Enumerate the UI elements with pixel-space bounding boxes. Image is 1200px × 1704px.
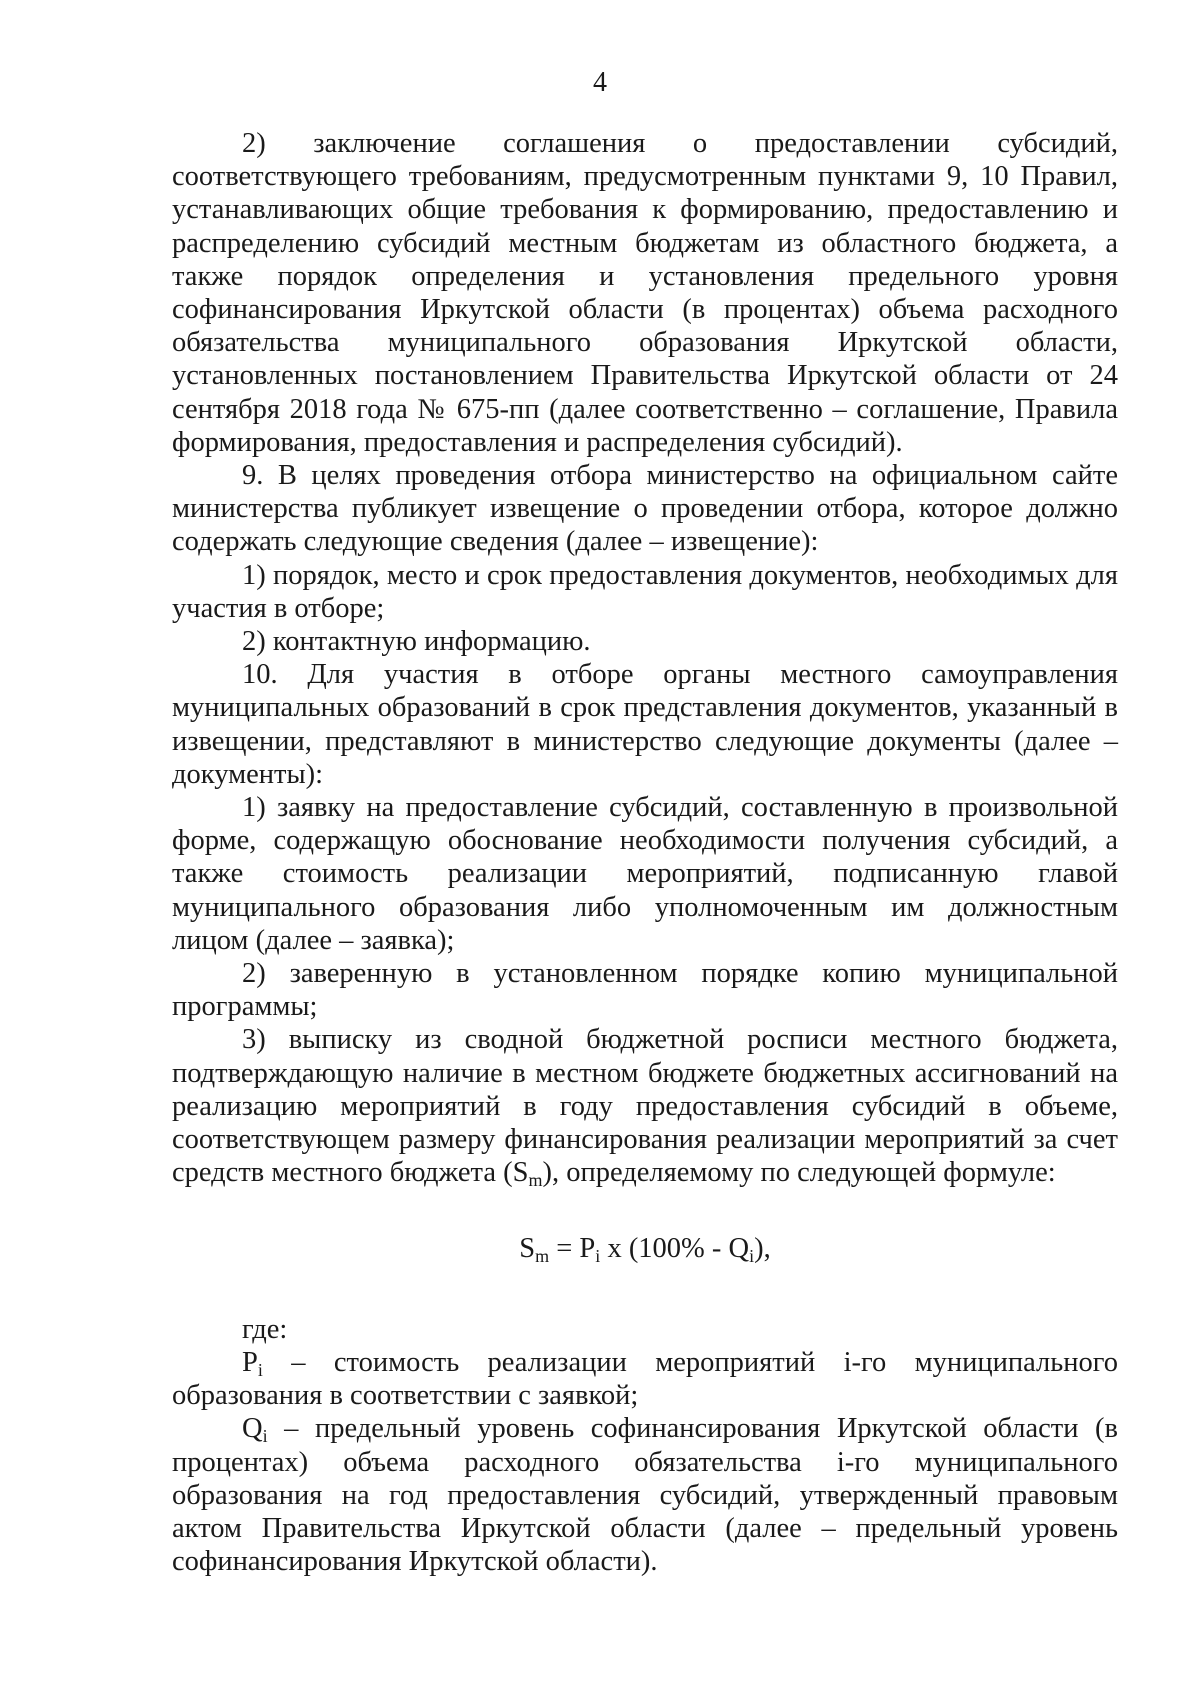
definition-p-symbol: P bbox=[242, 1346, 258, 1378]
page-number: 4 bbox=[593, 67, 607, 98]
paragraph-10-sub-1: 1) заявку на предоставление субсидий, составленную в произвольной форме, содержащую обоснование необходимости получения субсидий, а также стоимость реализации мероприятий, подписанную главой муниципального образования либо уполномоченным им должностным лицом (далее – заявка); bbox=[172, 792, 1118, 956]
definition-q-sub: i bbox=[262, 1426, 268, 1447]
paragraph-10-sub-3-lead: 3) выписку из сводной бюджетной росписи местного бюджета, подтверждающую наличие в местном бюджете бюджетных ассигнований на реализацию мероприятий в году предоставления субсидий в объеме, соответствующем размеру финансирования реализации мероприятий за счет средств местного бюджета (S bbox=[172, 1024, 1118, 1189]
paragraph-item-10: 10. Для участия в отборе органы местного самоуправления муниципальных образований в срок представления документов, указанный в извещении, представляют в министерство следующие документы (далее – документы): bbox=[172, 659, 1118, 790]
document-body bbox=[172, 127, 1118, 1578]
paragraph-9-sub-2: 2) контактную информацию. bbox=[242, 626, 591, 658]
where-label: где: bbox=[242, 1313, 288, 1345]
formula-p-sub: i bbox=[595, 1245, 601, 1266]
definition-p-sub: i bbox=[257, 1359, 263, 1380]
definition-p bbox=[172, 1346, 1118, 1412]
paragraph-10-sub-3-tail: ), определяемому по следующей формуле: bbox=[542, 1157, 1056, 1189]
paragraph-10-sub-3 bbox=[172, 1023, 1118, 1189]
formula-mid: x (100% - Q bbox=[600, 1232, 750, 1264]
definition-q-symbol: Q bbox=[242, 1413, 263, 1445]
formula-s-sub: m bbox=[535, 1245, 550, 1266]
paragraph-item-9: 9. В целях проведения отбора министерство на официальном сайте министерства публикует извещение о проведении отбора, которое должно содержать следующие сведения (далее – извещение): bbox=[172, 460, 1118, 558]
formula-q-sub: i bbox=[749, 1245, 755, 1266]
definition-q-text: – предельный уровень софинансирования Иркутской области (в процентах) объема расходного обязательства i-го муниципального образования на год предоставления субсидий, утвержденный правовым актом Правительства Иркутской области (далее – предельный уровень софинансирования Иркутской области). bbox=[172, 1413, 1118, 1578]
sm-subscript: m bbox=[528, 1170, 543, 1191]
paragraph-9-sub-1: 1) порядок, место и срок предоставления документов, необходимых для участия в отборе; bbox=[172, 559, 1118, 624]
definition-p-text: – стоимость реализации мероприятий i-го муниципального образования в соответствии с заявкой; bbox=[172, 1346, 1118, 1412]
paragraph-10-sub-2: 2) заверенную в установленном порядке копию муниципальной программы; bbox=[172, 958, 1118, 1023]
formula-eq: = P bbox=[549, 1232, 596, 1264]
paragraph-agreement: 2) заключение соглашения о предоставлении субсидий, соответствующего требованиям, предусмотренным пунктами 9, 10 Правил, устанавливающих общие требования к формированию, предоставлению и распределению субсидий местным бюджетам из областного бюджета, а также порядок определения и установления предельного уровня софинансирования Иркутской области (в процентах) объема расходного обязательства муниципального образования Иркутской области, установленных постановлением Правительства Иркутской области от 24 сентября 2018 года № 675-пп (далее соответственно – соглашение, Правила формирования, предоставления и распределения субсидий). bbox=[172, 128, 1118, 458]
formula-s: S bbox=[519, 1232, 536, 1264]
definition-q bbox=[172, 1412, 1118, 1578]
formula bbox=[172, 1232, 1118, 1265]
formula-end: ), bbox=[754, 1232, 771, 1264]
